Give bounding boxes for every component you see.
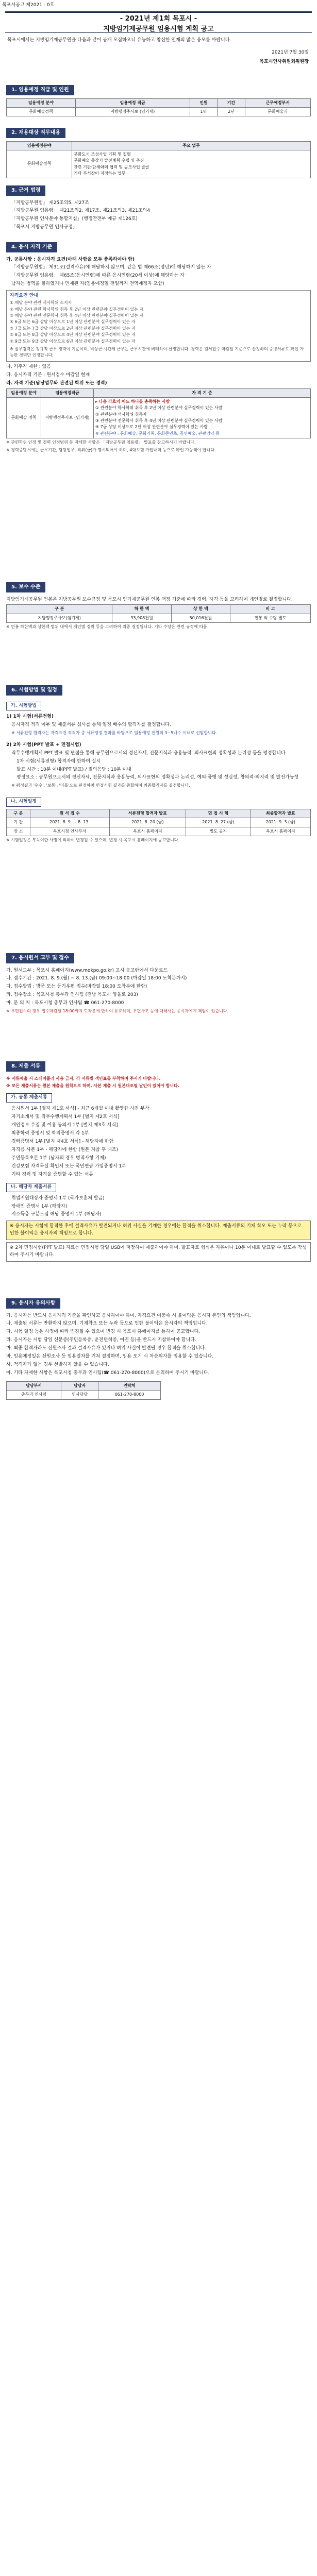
doc-item: 기타 경력 및 자격을 증명할 수 있는 서류	[11, 1172, 94, 1177]
section-heading: 3. 근거 법령	[6, 185, 45, 196]
criteria-item: ④ 7급 상당 이상으로 2년 이상 관련분야 실무경력이 있는 사람	[95, 425, 208, 430]
section-application	[6, 953, 311, 1016]
duties-table	[6, 141, 311, 179]
cell: 문화예술정책	[7, 107, 76, 116]
title-bar	[5, 11, 312, 33]
section-legal-basis	[6, 185, 311, 232]
cell: 목포시 홈페이지	[109, 827, 186, 836]
section-heading: 7. 응시원서 교부 및 접수	[6, 953, 74, 963]
col-header: 구 분	[7, 809, 30, 818]
law-item: 「지방공무원 인사분야 통합지침」(행정안전부 예규 제126호)	[11, 216, 138, 222]
apply-item: 라. 접수장소 : 목포시청 총무과 인사팀 (전남 목포시 양을로 203)	[6, 992, 138, 998]
section-duties	[6, 128, 311, 178]
duty-item: 기타 부서장이 지정하는 업무	[74, 171, 126, 176]
criteria-note: ※ 관련학위 인정 및 경력 인정범위 등 자세한 사항은 「지방공무원 임용령」 별표를 참고하시기 바랍니다.	[6, 440, 196, 445]
qual-residence: 나. 거주지 제한 : 없음	[6, 364, 51, 369]
caution-item: 라. 응시자는 시험 당일 신분증(주민등록증, 운전면허증, 여권 등)을 반드시 지참하여야 합니다.	[6, 1337, 196, 1343]
col-header: 임용예정분야	[7, 141, 72, 150]
cert-item: ① 해당 분야 관련 석사학위 소지자	[10, 300, 72, 306]
cert-item: ③ 해당 분야 관련 전문학사 취득 후 4년 이상 관련분야 실무경력이 있는 자	[10, 313, 144, 318]
cell: 문화예술정책	[7, 150, 72, 178]
notice-number: 목포시공고 제2021 - 0호	[2, 3, 55, 8]
positions-table	[6, 98, 311, 117]
col-header: 비 고	[230, 605, 311, 614]
cert-item: ⑦ 9급 또는 9급 상당 이상으로 6년 이상 관련분야 실무경력이 있는 자	[10, 338, 136, 344]
criteria-item: ※ 관련분야 : 문화예술, 문화기획, 문화콘텐츠, 공연예술, 관광경영 등	[95, 431, 220, 436]
criteria-table	[6, 388, 311, 439]
ppt-box	[6, 1242, 311, 1262]
duty-item: 문화예술 중장기 발전계획 수립 및 추진	[74, 158, 144, 163]
criteria-cell	[94, 397, 311, 438]
doc-item: 저소득층 구분모집 해당 증명서 1부 (해당자)	[11, 1212, 102, 1217]
duty-item: 관련 기관·단체와의 협력 및 공모사업 발굴	[74, 164, 149, 170]
cell: 33,908천원	[112, 614, 171, 622]
col-header: 최종합격자 발표	[251, 809, 310, 818]
col-header: 임용예정 직급	[75, 98, 190, 107]
cell: 2021. 8. 20.(금)	[109, 818, 186, 827]
exam-item: 평정요소 : 공무원으로서의 정신자세, 전문지식과 응용능력, 의사표현의 정확성과 논리성, 예의·품행 및 성실성, 창의력·의지력 및 발전가능성	[16, 775, 299, 781]
section-exam	[6, 685, 311, 844]
table-row	[7, 150, 311, 178]
cert-item: ⑥ 8급 또는 8급 상당 이상으로 4년 이상 관련분야 실무경력이 있는 자	[10, 332, 136, 337]
cell: 2021. 8. 27.(금)	[186, 818, 251, 827]
cert-item: ⑤ 7급 또는 7급 상당 이상으로 2년 이상 관련분야 실무경력이 있는 자	[10, 326, 136, 331]
contact-table	[6, 1381, 161, 1400]
exam-item: 1차 시험(서류전형) 합격자에 한하여 실시	[16, 758, 101, 764]
exam-text: 응시자격 적격 여부 및 제출서류 심사를 통해 일정 배수의 합격자를 결정합니다.	[11, 722, 171, 728]
cell: 별도 공지	[186, 827, 251, 836]
doc-item: 응시원서 1부 [별지 제1호 서식] - 최근 6개월 이내 촬영한 사진 부착	[11, 1106, 149, 1112]
criteria-item: ② 관련분야 석사학위 취득자	[95, 412, 147, 417]
salary-text: 지방임기제공무원 연봉은 지방공무원 보수규정 및 목포시 임기제공무원 연봉 책정 기준에 따라 경력, 자격 등을 고려하여 개인별로 결정합니다.	[6, 597, 293, 602]
qual-item: 「지방공무원법」 제31조(결격사유)에 해당하지 않으며, 같은 법 제66조(정년)에 해당하지 않는 자	[11, 265, 211, 270]
cell: 지방행정주사보 (임기제)	[41, 397, 94, 438]
cell: 50,016천원	[171, 614, 230, 622]
qual-item: 남자는 병역을 필하였거나 면제된 자(임용예정일 전일까지 전역예정자 포함)	[11, 281, 164, 287]
section-positions	[6, 85, 311, 116]
doc-item: 취업지원대상자 증명서 1부 (국가보훈처 발급)	[11, 1195, 105, 1201]
cell: 지방행정주사보(임기제)	[7, 614, 112, 622]
col-header: 서류전형 합격자 발표	[109, 809, 186, 818]
col-header: 자 격 기 준	[94, 388, 311, 397]
exam-item: 발표 시간 : 10분 이내(PPT 발표) / 질의응답 : 10분 이내	[16, 767, 132, 772]
section-heading: 4. 응시 자격 기준	[6, 242, 57, 252]
section-heading: 9. 응시자 유의사항	[6, 1298, 60, 1309]
doc-item: 경력증명서 1부 [별지 제4호 서식] - 해당자에 한함	[11, 1139, 114, 1144]
section-heading: 8. 제출 서류	[6, 1061, 45, 1072]
intro-text: 목포시에서는 지방임기제공무원을 다음과 같이 공개 모집하오니 유능하고 참신한 인재의 많은 응모를 바랍니다.	[7, 38, 231, 43]
cell: 1명	[190, 107, 218, 116]
warning-text: ※ 응시자는 시험에 합격한 후에 결격사유가 발견되거나 허위 사실을 기재한 경우에는 합격을 취소합니다. 제출서류의 기재 착오 또는 누락 등으로 인한 불이익은 응시자의 책임으로 합니다.	[10, 1224, 302, 1236]
cell: 인사담당	[61, 1391, 98, 1399]
col-header: 면 접 시 험	[186, 809, 251, 818]
caution-item: 나. 제출된 서류는 반환하지 않으며, 기재착오 또는 누락 등으로 인한 불이익은 응시자의 책임입니다.	[6, 1321, 208, 1327]
col-header: 하 한 액	[112, 605, 171, 614]
caution-item: 가. 응시자는 반드시 응시자격 기준을 확인하고 응시하여야 하며, 자격요건 미충족 시 불이익은 응시자 본인의 책임입니다.	[6, 1313, 251, 1318]
doc-top-note: ※ 모든 제출서류는 원본 제출을 원칙으로 하며, 사본 제출 시 원본대조필 날인이 있어야 합니다.	[6, 1083, 179, 1088]
law-item: 「목포시 지방공무원 인사규정」	[11, 225, 78, 230]
section-heading: 1. 임용예정 직급 및 인원	[6, 85, 74, 95]
section-heading: 6. 시험방법 및 일정	[6, 685, 62, 696]
col-header: 원 서 접 수	[30, 809, 109, 818]
cert-item: ④ 6급 또는 6급 상당 이상으로 1년 이상 관련분야 실무경력이 있는 자	[10, 319, 136, 325]
doc-item: 주민등록초본 1부 (남자의 경우 병적사항 기재)	[11, 1155, 106, 1161]
col-header: 기간	[218, 98, 245, 107]
cert-note: ※ 실무경력은 정규직 근무 경력이 기준이며, 비상근·시간제 근무는 근무시간에 비례하여 산정합니다. 경력은 원서접수 마감일 기준으로 산정하며 증빙서류로 확인 가능한 경력만 인정합니다.	[10, 346, 304, 358]
section-heading: 2. 채용대상 직무내용	[6, 128, 65, 138]
doc-top-note: ※ 서류제출 시 스테이플러 사용 금지, 각 서류별 색인표를 부착하여 주시기 바랍니다.	[6, 1076, 161, 1081]
notice-date: 2021년 7월 30일	[272, 49, 309, 55]
apply-item: 마. 문 의 처 : 목포시청 총무과 인사팀 ☎ 061-270-8000	[6, 1001, 124, 1006]
cell: 장 소	[7, 827, 30, 836]
apply-item: 다. 접수방법 : 방문 또는 등기우편 접수(마감일 18:00 도착분에 한함)	[6, 984, 147, 990]
section-heading: 5. 보수 수준	[6, 582, 45, 592]
qual-common: 가. 공통사항 : 응시자격 요건(아래 사항을 모두 충족하여야 함)	[6, 257, 135, 262]
exam-text: 직무수행계획서 PPT 발표 및 면접을 통해 공무원으로서의 정신자세, 전문지식과 응용능력, 의사표현의 정확성과 논리성 등을 평정합니다.	[11, 750, 287, 756]
duty-item: 문화도시 조성사업 기획 및 집행	[74, 151, 131, 157]
col-header: 임용예정직급	[41, 388, 94, 397]
cell: 목포시청 인사부서	[30, 827, 109, 836]
cert-item: ② 해당 분야 관련 학사학위 취득 후 2년 이상 관련분야 실무경력이 있는 자	[10, 307, 144, 312]
doc-item: 자기소개서 및 직무수행계획서 1부 [별지 제2호 서식]	[11, 1114, 120, 1120]
salary-table	[6, 604, 311, 623]
schedule-note: ※ 시험일정은 부득이한 사정에 의하여 변경될 수 있으며, 변경 시 목포시 홈페이지에 공고합니다.	[6, 837, 179, 842]
warning-box	[6, 1221, 311, 1240]
doc-item: 장애인 증명서 1부 (해당자)	[11, 1204, 68, 1209]
caution-item: 마. 최종 합격자라도 신원조사 결과 결격사유가 있거나 허위 사실이 발견될 경우 합격을 취소합니다.	[6, 1346, 206, 1351]
caution-item: 바. 임용예정일은 신원조사 등 임용절차를 거쳐 결정하며, 임용 포기 시 차순위자를 임용할 수 있습니다.	[6, 1354, 214, 1360]
table-row	[7, 614, 311, 622]
salary-note: ※ 연봉 하한액과 상한액 범위 내에서 개인별 경력 등을 고려하여 최종 결정됩니다. 기타 수당은 관련 규정에 따름.	[6, 624, 209, 630]
sub-heading: 가. 공통 제출서류	[6, 1093, 52, 1103]
doc-item: 개인정보 수집 및 이용 동의서 1부 [별지 제3호 서식]	[11, 1123, 118, 1128]
law-item: 「지방공무원 임용령」 제21조의2, 제17조, 제21조의3, 제21조의4	[11, 208, 151, 214]
sub-heading: 가. 시험방법	[6, 702, 41, 711]
cell: 문화예술 정책	[7, 397, 41, 438]
apply-item: 가. 원서교부 : 목포시 홈페이지(www.mokpo.go.kr) 고시·공고란에서 다운로드	[6, 968, 168, 973]
cell: 목포시 홈페이지	[251, 827, 310, 836]
ppt-text: ※ 2차 면접시험(PPT 발표) 자료는 면접시험 당일 USB에 저장하여 제출하여야 하며, 발표자료 형식은 자유이나 10분 이내로 발표할 수 있도록 작성하여 주시기 바랍니다.	[10, 1245, 307, 1258]
apply-item: 나. 접수기간 : 2021. 8. 9.(월) ~ 8. 13.(금) 09:00~18:00 (마감일 18:00 도착분까지)	[6, 976, 187, 981]
cell: 총무과 인사팀	[7, 1391, 61, 1399]
criteria-item: ③ 관련분야 전문학사 취득 후 4년 이상 관련분야 실무경력이 있는 사람	[95, 418, 223, 423]
col-header: 담당자	[61, 1382, 98, 1391]
law-item: 「지방공무원법」 제25조의5, 제27조	[11, 200, 89, 206]
col-header: 임용예정 분야	[7, 98, 76, 107]
section-documents	[6, 1061, 311, 1264]
title-line-1: - 2021년 제1회 목포시 -	[120, 15, 197, 23]
table-row	[7, 1391, 161, 1399]
table-row	[7, 107, 311, 116]
col-header: 임용예정 분야	[7, 388, 41, 397]
cert-box-title: 자격요건 안내	[10, 293, 39, 299]
notice-org: 목포시인사위원회위원장	[259, 59, 309, 64]
title-line-2: 지방임기제공무원 임용시험 계획 공고	[103, 25, 214, 33]
caution-item: 다. 시험 일정 등은 사정에 따라 변경될 수 있으며 변경 시 목포시 홈페이지를 통하여 공고합니다.	[6, 1329, 201, 1335]
cell: 2년	[218, 107, 245, 116]
criteria-note: ※ 경력증명서에는 근무기간, 담당업무, 직위(급)가 명시되어야 하며, 4대보험 가입내역 등으로 확인 가능해야 합니다.	[6, 447, 216, 452]
col-header: 담당부서	[7, 1382, 61, 1391]
cell: 지방행정주사보 (임기제)	[75, 107, 190, 116]
doc-item: 최종학력 증명서 및 학위증명서 각 1부	[11, 1131, 89, 1137]
doc-item: 건강보험 자격득실 확인서 또는 국민연금 가입증명서 1부	[11, 1163, 126, 1169]
col-header: 구 분	[7, 605, 112, 614]
col-header: 연락처	[98, 1382, 161, 1391]
schedule-table	[6, 809, 311, 836]
caution-item: 아. 기타 자세한 사항은 목포시청 총무과 인사팀(☎ 061-270-8000)으로 문의하여 주시기 바랍니다.	[6, 1370, 210, 1376]
col-header: 인원	[190, 98, 218, 107]
cell: 061-270-8000	[98, 1391, 161, 1399]
exam-note: ※ 평정결과 '우수', '보통', '미흡'으로 판정하며 면접시험 결과를 종합하여 최종합격자를 결정합니다.	[11, 783, 190, 788]
table-row	[7, 827, 311, 836]
col-header: 상 한 액	[171, 605, 230, 614]
exam-stage: 2) 2차 시험(PPT 발표 + 면접시험)	[6, 742, 81, 748]
section-cautions	[6, 1298, 311, 1400]
sub-heading: 나. 해당자 제출서류	[6, 1183, 56, 1192]
exam-stage: 1) 1차 시험(서류전형)	[6, 714, 54, 720]
col-header: 근무예정부서	[245, 98, 310, 107]
duties-cell	[72, 150, 311, 178]
caution-item: 사. 적격자가 없는 경우 선발하지 않을 수 있습니다.	[6, 1362, 109, 1368]
cert-box	[6, 290, 311, 361]
qual-date: 다. 응시자격 기준 : 원서접수 마감일 현재	[6, 372, 90, 378]
cell: 문화예술과	[245, 107, 310, 116]
qual-item: 「지방공무원 임용령」 제65조(응시연령)에 따른 응시연령(20세 이상)에 해당하는 자	[11, 273, 185, 279]
col-header: 주요 업무	[72, 141, 311, 150]
sub-heading: 나. 시험일정	[6, 798, 41, 807]
cell: 기 간	[7, 818, 30, 827]
criteria-item: ① 관련분야 학사학위 취득 후 2년 이상 관련분야 실무경력이 있는 사람	[95, 405, 223, 411]
table-row	[7, 818, 311, 827]
cell: 연봉 외 수당 별도	[230, 614, 311, 622]
intro	[7, 36, 309, 66]
qual-criteria-head: 라. 자격 기준(담당업무와 관련된 학위 또는 경력)	[6, 380, 107, 386]
table-row	[7, 397, 311, 438]
section-salary	[6, 582, 311, 632]
cell: 2021. 9. 3.(금)	[251, 818, 310, 827]
criteria-item: ▸ 다음 각호의 어느 하나를 충족하는 사람	[95, 399, 170, 404]
exam-note: ※ 서류전형 합격자는 자격요건 적격자 중 서류평정 결과를 바탕으로 임용예정 인원의 3~5배수 이내로 선발합니다.	[11, 731, 218, 736]
section-qualifications	[6, 242, 311, 454]
apply-note: ※ 우편접수의 경우 접수마감일 18:00까지 도착분에 한하여 유효하며, 우편사고 등에 대해서는 응시자에게 책임이 있습니다.	[6, 1009, 229, 1014]
doc-item: 자격증 사본 1부 - 해당자에 한함 (원본 지참 후 대조)	[11, 1147, 118, 1153]
cell: 2021. 8. 9. ~ 8. 13.	[30, 818, 109, 827]
